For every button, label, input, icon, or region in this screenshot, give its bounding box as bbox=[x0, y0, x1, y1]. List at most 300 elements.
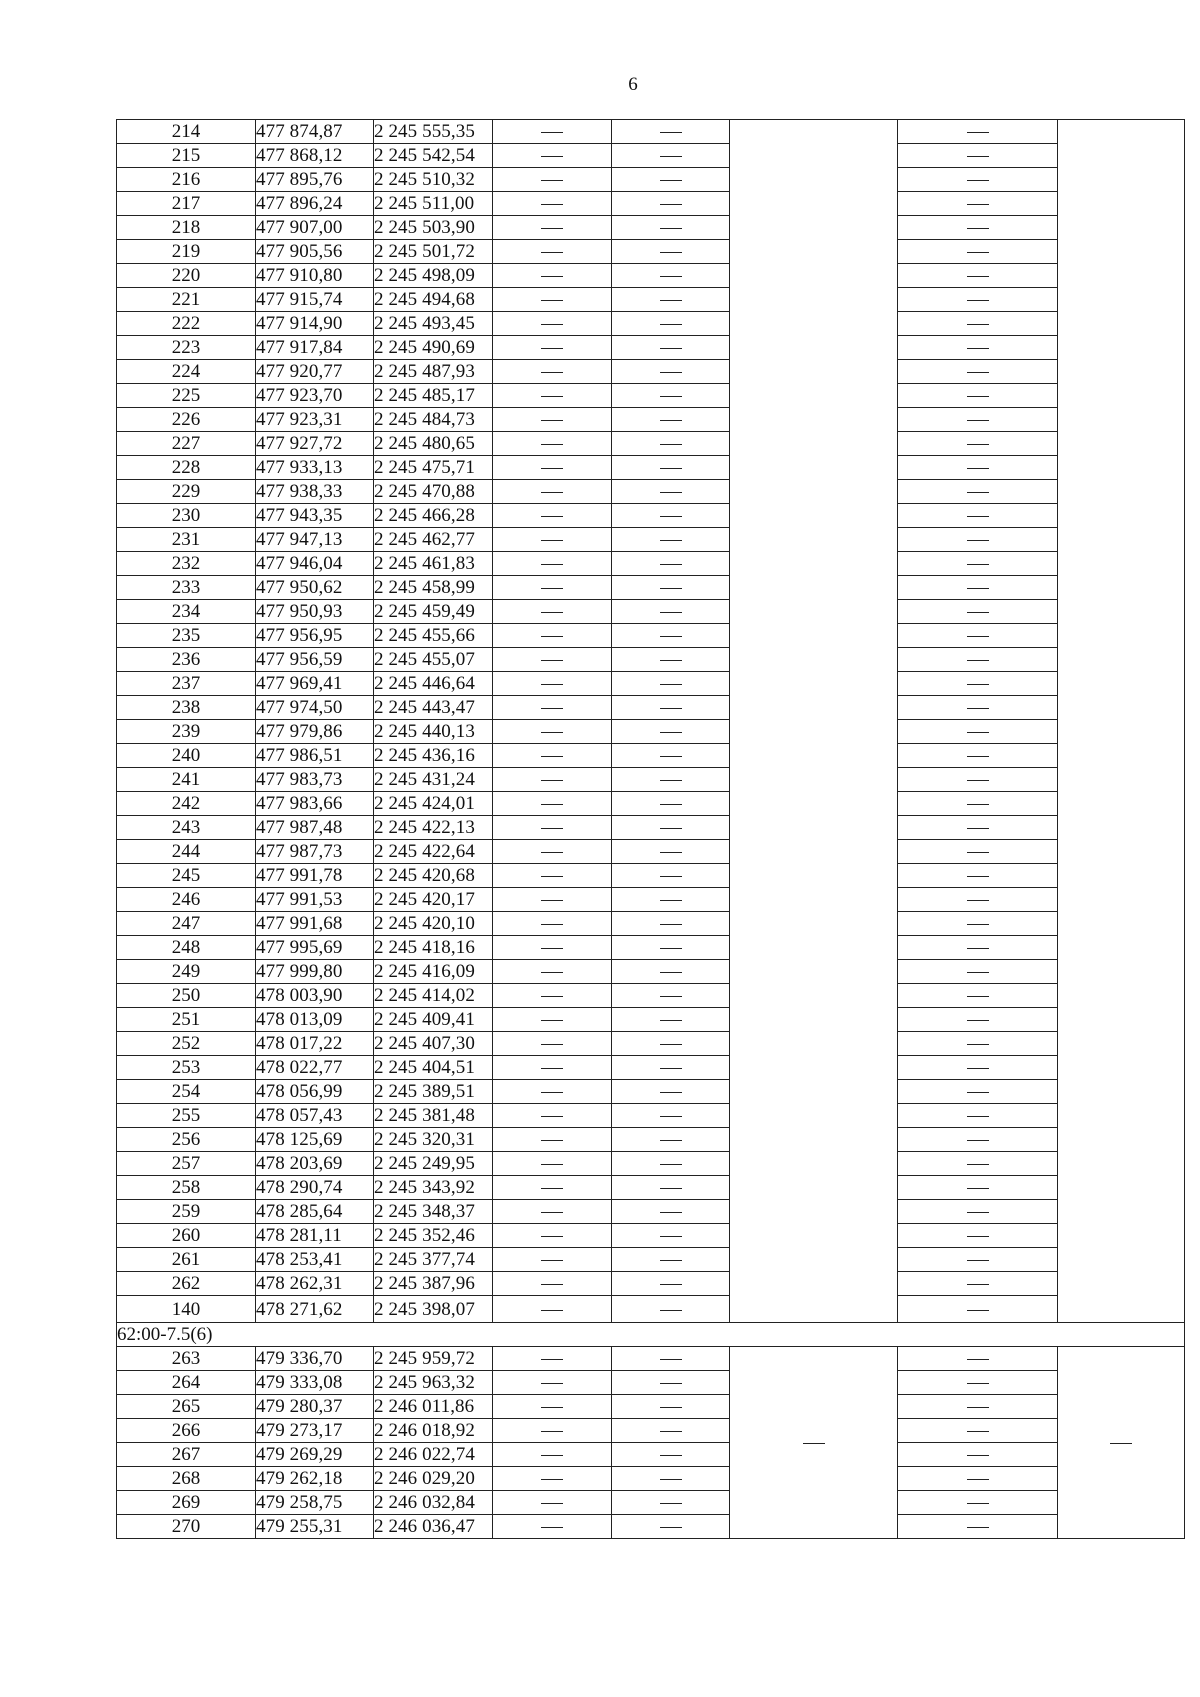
dash-cell-5 bbox=[612, 1515, 730, 1539]
table-row bbox=[117, 1080, 1185, 1104]
point-number: 241 bbox=[117, 768, 256, 792]
dash-cell-7 bbox=[898, 264, 1058, 288]
dash-mark bbox=[967, 1020, 989, 1021]
dash-cell-5 bbox=[612, 360, 730, 384]
dash-mark bbox=[967, 996, 989, 997]
point-number: 232 bbox=[117, 552, 256, 576]
dash-cell-7 bbox=[898, 936, 1058, 960]
dash-cell-5 bbox=[612, 1347, 730, 1371]
dash-mark bbox=[660, 1503, 682, 1504]
coord-x: 478 285,64 bbox=[256, 1200, 374, 1224]
coord-x: 477 991,53 bbox=[256, 888, 374, 912]
coord-y: 2 245 487,93 bbox=[374, 360, 493, 384]
dash-mark bbox=[660, 1383, 682, 1384]
point-number: 140 bbox=[117, 1296, 256, 1323]
table-row bbox=[117, 384, 1185, 408]
coord-x: 479 269,29 bbox=[256, 1443, 374, 1467]
dash-cell-5 bbox=[612, 1152, 730, 1176]
dash-mark bbox=[541, 1527, 563, 1528]
dash-mark bbox=[541, 564, 563, 565]
table-row bbox=[117, 456, 1185, 480]
dash-cell-4 bbox=[493, 912, 612, 936]
dash-mark bbox=[541, 444, 563, 445]
dash-cell-4 bbox=[493, 1347, 612, 1371]
dash-mark bbox=[660, 972, 682, 973]
point-number: 248 bbox=[117, 936, 256, 960]
dash-cell-5 bbox=[612, 1248, 730, 1272]
dash-mark bbox=[541, 1260, 563, 1261]
dash-cell-4 bbox=[493, 504, 612, 528]
point-number: 224 bbox=[117, 360, 256, 384]
dash-mark bbox=[967, 300, 989, 301]
point-number: 265 bbox=[117, 1395, 256, 1419]
dash-mark bbox=[967, 1116, 989, 1117]
coord-x: 477 986,51 bbox=[256, 744, 374, 768]
dash-mark bbox=[967, 1383, 989, 1384]
coordinates-table bbox=[116, 119, 1185, 1539]
dash-cell-4 bbox=[493, 1248, 612, 1272]
coord-x: 477 895,76 bbox=[256, 168, 374, 192]
table-row bbox=[117, 1224, 1185, 1248]
dash-mark bbox=[967, 1284, 989, 1285]
dash-mark bbox=[660, 492, 682, 493]
dash-cell-7 bbox=[898, 600, 1058, 624]
dash-cell-7 bbox=[898, 624, 1058, 648]
dash-cell-7 bbox=[898, 168, 1058, 192]
dash-cell-7 bbox=[898, 216, 1058, 240]
table-row bbox=[117, 744, 1185, 768]
dash-mark bbox=[541, 1310, 563, 1311]
coord-y: 2 245 462,77 bbox=[374, 528, 493, 552]
dash-mark bbox=[967, 900, 989, 901]
point-number: 218 bbox=[117, 216, 256, 240]
dash-cell-4 bbox=[493, 144, 612, 168]
coord-y: 2 245 352,46 bbox=[374, 1224, 493, 1248]
dash-mark bbox=[660, 180, 682, 181]
dash-mark bbox=[967, 1359, 989, 1360]
dash-cell-5 bbox=[612, 336, 730, 360]
dash-cell-4 bbox=[493, 840, 612, 864]
dash-mark bbox=[660, 756, 682, 757]
merged-cell-6 bbox=[730, 1347, 898, 1539]
point-number: 247 bbox=[117, 912, 256, 936]
dash-cell-7 bbox=[898, 1395, 1058, 1419]
coord-y: 2 245 458,99 bbox=[374, 576, 493, 600]
dash-mark bbox=[967, 1140, 989, 1141]
dash-cell-4 bbox=[493, 672, 612, 696]
dash-cell-7 bbox=[898, 1419, 1058, 1443]
table-row bbox=[117, 1395, 1185, 1419]
dash-mark bbox=[967, 924, 989, 925]
dash-cell-7 bbox=[898, 984, 1058, 1008]
table-row bbox=[117, 1176, 1185, 1200]
dash-mark bbox=[541, 540, 563, 541]
dash-mark bbox=[660, 444, 682, 445]
dash-cell-5 bbox=[612, 480, 730, 504]
table-row bbox=[117, 408, 1185, 432]
point-number: 227 bbox=[117, 432, 256, 456]
table-row bbox=[117, 1104, 1185, 1128]
dash-cell-5 bbox=[612, 456, 730, 480]
dash-mark bbox=[541, 804, 563, 805]
dash-cell-5 bbox=[612, 1224, 730, 1248]
dash-mark bbox=[541, 900, 563, 901]
dash-mark bbox=[541, 1455, 563, 1456]
coord-x: 477 983,73 bbox=[256, 768, 374, 792]
dash-cell-5 bbox=[612, 1443, 730, 1467]
dash-cell-7 bbox=[898, 120, 1058, 144]
dash-cell-5 bbox=[612, 1419, 730, 1443]
dash-cell-4 bbox=[493, 1395, 612, 1419]
dash-cell-5 bbox=[612, 240, 730, 264]
dash-cell-7 bbox=[898, 840, 1058, 864]
coord-y: 2 245 503,90 bbox=[374, 216, 493, 240]
coord-y: 2 245 555,35 bbox=[374, 120, 493, 144]
point-number: 214 bbox=[117, 120, 256, 144]
coord-x: 478 022,77 bbox=[256, 1056, 374, 1080]
dash-mark bbox=[967, 588, 989, 589]
point-number: 246 bbox=[117, 888, 256, 912]
dash-cell-4 bbox=[493, 864, 612, 888]
dash-cell-5 bbox=[612, 720, 730, 744]
table-row bbox=[117, 1008, 1185, 1032]
coord-x: 477 969,41 bbox=[256, 672, 374, 696]
coord-y: 2 245 420,10 bbox=[374, 912, 493, 936]
dash-cell-4 bbox=[493, 1008, 612, 1032]
dash-mark bbox=[541, 1068, 563, 1069]
dash-mark bbox=[967, 204, 989, 205]
coord-y: 2 245 420,68 bbox=[374, 864, 493, 888]
coord-y: 2 245 414,02 bbox=[374, 984, 493, 1008]
dash-mark bbox=[967, 156, 989, 157]
coord-y: 2 246 022,74 bbox=[374, 1443, 493, 1467]
point-number: 239 bbox=[117, 720, 256, 744]
dash-mark bbox=[660, 228, 682, 229]
dash-mark bbox=[541, 996, 563, 997]
coord-y: 2 245 416,09 bbox=[374, 960, 493, 984]
dash-cell-4 bbox=[493, 816, 612, 840]
dash-mark bbox=[660, 252, 682, 253]
point-number: 222 bbox=[117, 312, 256, 336]
dash-cell-7 bbox=[898, 648, 1058, 672]
dash-cell-5 bbox=[612, 264, 730, 288]
dash-mark bbox=[660, 660, 682, 661]
dash-cell-4 bbox=[493, 984, 612, 1008]
coord-x: 478 203,69 bbox=[256, 1152, 374, 1176]
dash-mark bbox=[967, 948, 989, 949]
table-row bbox=[117, 480, 1185, 504]
section-label: 62:00-7.5(6) bbox=[117, 1323, 1185, 1347]
dash-mark bbox=[967, 444, 989, 445]
dash-cell-5 bbox=[612, 816, 730, 840]
dash-mark bbox=[967, 1503, 989, 1504]
dash-mark bbox=[967, 636, 989, 637]
table-row bbox=[117, 552, 1185, 576]
dash-cell-4 bbox=[493, 624, 612, 648]
coord-y: 2 245 418,16 bbox=[374, 936, 493, 960]
coord-y: 2 245 485,17 bbox=[374, 384, 493, 408]
dash-cell-5 bbox=[612, 1176, 730, 1200]
dash-cell-4 bbox=[493, 264, 612, 288]
dash-mark bbox=[967, 1236, 989, 1237]
table-row bbox=[117, 144, 1185, 168]
table-row bbox=[117, 1272, 1185, 1296]
dash-mark bbox=[660, 156, 682, 157]
coord-x: 477 896,24 bbox=[256, 192, 374, 216]
dash-cell-7 bbox=[898, 288, 1058, 312]
dash-mark bbox=[967, 684, 989, 685]
dash-mark bbox=[660, 1310, 682, 1311]
dash-mark bbox=[541, 948, 563, 949]
coord-x: 477 915,74 bbox=[256, 288, 374, 312]
coord-x: 477 914,90 bbox=[256, 312, 374, 336]
point-number: 262 bbox=[117, 1272, 256, 1296]
coord-y: 2 245 320,31 bbox=[374, 1128, 493, 1152]
coord-y: 2 246 018,92 bbox=[374, 1419, 493, 1443]
table-row bbox=[117, 984, 1185, 1008]
dash-mark bbox=[541, 420, 563, 421]
dash-cell-5 bbox=[612, 1104, 730, 1128]
coord-y: 2 245 436,16 bbox=[374, 744, 493, 768]
coord-x: 478 013,09 bbox=[256, 1008, 374, 1032]
dash-cell-5 bbox=[612, 744, 730, 768]
coord-x: 477 923,70 bbox=[256, 384, 374, 408]
dash-cell-4 bbox=[493, 720, 612, 744]
coord-y: 2 245 511,00 bbox=[374, 192, 493, 216]
point-number: 238 bbox=[117, 696, 256, 720]
dash-cell-5 bbox=[612, 1032, 730, 1056]
dash-cell-5 bbox=[612, 912, 730, 936]
coord-x: 477 979,86 bbox=[256, 720, 374, 744]
dash-cell-5 bbox=[612, 1296, 730, 1323]
dash-mark bbox=[967, 1479, 989, 1480]
dash-cell-7 bbox=[898, 432, 1058, 456]
coord-x: 477 917,84 bbox=[256, 336, 374, 360]
dash-cell-4 bbox=[493, 456, 612, 480]
table-row bbox=[117, 120, 1185, 144]
dash-mark bbox=[967, 420, 989, 421]
coord-y: 2 245 470,88 bbox=[374, 480, 493, 504]
dash-cell-7 bbox=[898, 1491, 1058, 1515]
dash-mark bbox=[660, 1455, 682, 1456]
point-number: 270 bbox=[117, 1515, 256, 1539]
point-number: 264 bbox=[117, 1371, 256, 1395]
dash-cell-4 bbox=[493, 1176, 612, 1200]
coord-y: 2 245 484,73 bbox=[374, 408, 493, 432]
point-number: 242 bbox=[117, 792, 256, 816]
dash-mark bbox=[660, 1068, 682, 1069]
dash-mark bbox=[541, 1188, 563, 1189]
dash-cell-5 bbox=[612, 1491, 730, 1515]
dash-mark bbox=[541, 972, 563, 973]
coord-x: 478 017,22 bbox=[256, 1032, 374, 1056]
dash-cell-7 bbox=[898, 480, 1058, 504]
dash-cell-5 bbox=[612, 1008, 730, 1032]
dash-cell-4 bbox=[493, 792, 612, 816]
coord-y: 2 245 480,65 bbox=[374, 432, 493, 456]
dash-mark bbox=[967, 1188, 989, 1189]
dash-cell-5 bbox=[612, 888, 730, 912]
coord-x: 477 987,48 bbox=[256, 816, 374, 840]
dash-cell-5 bbox=[612, 144, 730, 168]
dash-cell-7 bbox=[898, 1032, 1058, 1056]
table-row bbox=[117, 264, 1185, 288]
dash-cell-7 bbox=[898, 792, 1058, 816]
dash-mark bbox=[660, 1020, 682, 1021]
dash-cell-4 bbox=[493, 1491, 612, 1515]
dash-cell-5 bbox=[612, 216, 730, 240]
dash-cell-4 bbox=[493, 408, 612, 432]
table-row bbox=[117, 840, 1185, 864]
dash-mark bbox=[541, 1212, 563, 1213]
dash-mark bbox=[660, 924, 682, 925]
dash-mark bbox=[541, 1020, 563, 1021]
dash-mark bbox=[660, 732, 682, 733]
coord-x: 477 947,13 bbox=[256, 528, 374, 552]
point-number: 256 bbox=[117, 1128, 256, 1152]
dash-cell-7 bbox=[898, 408, 1058, 432]
dash-cell-7 bbox=[898, 1371, 1058, 1395]
coord-x: 478 281,11 bbox=[256, 1224, 374, 1248]
coord-x: 477 943,35 bbox=[256, 504, 374, 528]
coord-y: 2 245 422,64 bbox=[374, 840, 493, 864]
dash-cell-5 bbox=[612, 672, 730, 696]
table-row bbox=[117, 336, 1185, 360]
coord-y: 2 246 036,47 bbox=[374, 1515, 493, 1539]
page-number: 6 bbox=[628, 74, 638, 95]
dash-mark bbox=[660, 996, 682, 997]
coord-x: 477 999,80 bbox=[256, 960, 374, 984]
dash-mark bbox=[541, 1284, 563, 1285]
dash-mark bbox=[967, 132, 989, 133]
point-number: 220 bbox=[117, 264, 256, 288]
dash-mark bbox=[660, 1479, 682, 1480]
dash-mark bbox=[660, 1140, 682, 1141]
table-row bbox=[117, 1443, 1185, 1467]
coord-y: 2 245 455,66 bbox=[374, 624, 493, 648]
point-number: 237 bbox=[117, 672, 256, 696]
dash-cell-7 bbox=[898, 1248, 1058, 1272]
dash-mark bbox=[541, 1044, 563, 1045]
dash-cell-4 bbox=[493, 216, 612, 240]
table-row bbox=[117, 360, 1185, 384]
coord-y: 2 245 440,13 bbox=[374, 720, 493, 744]
dash-mark bbox=[660, 612, 682, 613]
dash-mark bbox=[967, 852, 989, 853]
coord-y: 2 245 542,54 bbox=[374, 144, 493, 168]
coord-y: 2 245 498,09 bbox=[374, 264, 493, 288]
dash-cell-7 bbox=[898, 1080, 1058, 1104]
point-number: 260 bbox=[117, 1224, 256, 1248]
point-number: 229 bbox=[117, 480, 256, 504]
dash-cell-4 bbox=[493, 1272, 612, 1296]
point-number: 233 bbox=[117, 576, 256, 600]
dash-mark bbox=[541, 180, 563, 181]
dash-mark bbox=[967, 1431, 989, 1432]
dash-cell-7 bbox=[898, 1347, 1058, 1371]
point-number: 217 bbox=[117, 192, 256, 216]
coord-y: 2 245 381,48 bbox=[374, 1104, 493, 1128]
dash-mark bbox=[967, 1407, 989, 1408]
dash-mark bbox=[967, 708, 989, 709]
dash-mark bbox=[541, 1407, 563, 1408]
dash-mark bbox=[541, 276, 563, 277]
coord-x: 477 983,66 bbox=[256, 792, 374, 816]
dash-mark bbox=[660, 1527, 682, 1528]
dash-mark bbox=[541, 324, 563, 325]
dash-mark bbox=[660, 1164, 682, 1165]
dash-mark bbox=[967, 276, 989, 277]
coord-y: 2 245 490,69 bbox=[374, 336, 493, 360]
point-number: 266 bbox=[117, 1419, 256, 1443]
dash-mark bbox=[967, 1212, 989, 1213]
dash-mark bbox=[541, 516, 563, 517]
coord-x: 477 991,78 bbox=[256, 864, 374, 888]
dash-cell-5 bbox=[612, 168, 730, 192]
table-row bbox=[117, 1515, 1185, 1539]
point-number: 261 bbox=[117, 1248, 256, 1272]
point-number: 223 bbox=[117, 336, 256, 360]
dash-mark bbox=[660, 348, 682, 349]
dash-mark bbox=[660, 804, 682, 805]
dash-cell-7 bbox=[898, 384, 1058, 408]
dash-mark bbox=[541, 924, 563, 925]
dash-mark bbox=[660, 420, 682, 421]
coord-y: 2 245 348,37 bbox=[374, 1200, 493, 1224]
dash-cell-7 bbox=[898, 1467, 1058, 1491]
dash-mark bbox=[803, 1443, 825, 1444]
table-row bbox=[117, 1296, 1185, 1323]
dash-cell-4 bbox=[493, 288, 612, 312]
dash-mark bbox=[541, 396, 563, 397]
dash-cell-5 bbox=[612, 288, 730, 312]
table-row bbox=[117, 648, 1185, 672]
dash-mark bbox=[660, 852, 682, 853]
dash-mark bbox=[967, 228, 989, 229]
dash-cell-5 bbox=[612, 120, 730, 144]
dash-mark bbox=[660, 948, 682, 949]
dash-mark bbox=[967, 1068, 989, 1069]
table-row bbox=[117, 576, 1185, 600]
dash-mark bbox=[541, 756, 563, 757]
table-row bbox=[117, 624, 1185, 648]
coord-y: 2 245 422,13 bbox=[374, 816, 493, 840]
dash-mark bbox=[660, 828, 682, 829]
coord-y: 2 245 409,41 bbox=[374, 1008, 493, 1032]
dash-cell-5 bbox=[612, 960, 730, 984]
dash-cell-5 bbox=[612, 840, 730, 864]
dash-mark bbox=[967, 252, 989, 253]
dash-cell-7 bbox=[898, 1224, 1058, 1248]
dash-mark bbox=[660, 1188, 682, 1189]
dash-mark bbox=[967, 1164, 989, 1165]
dash-cell-5 bbox=[612, 576, 730, 600]
dash-cell-4 bbox=[493, 528, 612, 552]
dash-mark bbox=[967, 1092, 989, 1093]
dash-cell-4 bbox=[493, 120, 612, 144]
dash-cell-7 bbox=[898, 1152, 1058, 1176]
coord-y: 2 245 493,45 bbox=[374, 312, 493, 336]
dash-cell-7 bbox=[898, 456, 1058, 480]
dash-cell-5 bbox=[612, 1272, 730, 1296]
coord-y: 2 246 011,86 bbox=[374, 1395, 493, 1419]
dash-cell-4 bbox=[493, 1224, 612, 1248]
table-row bbox=[117, 864, 1185, 888]
coord-x: 478 290,74 bbox=[256, 1176, 374, 1200]
coord-y: 2 245 431,24 bbox=[374, 768, 493, 792]
coord-x: 477 927,72 bbox=[256, 432, 374, 456]
dash-mark bbox=[660, 372, 682, 373]
